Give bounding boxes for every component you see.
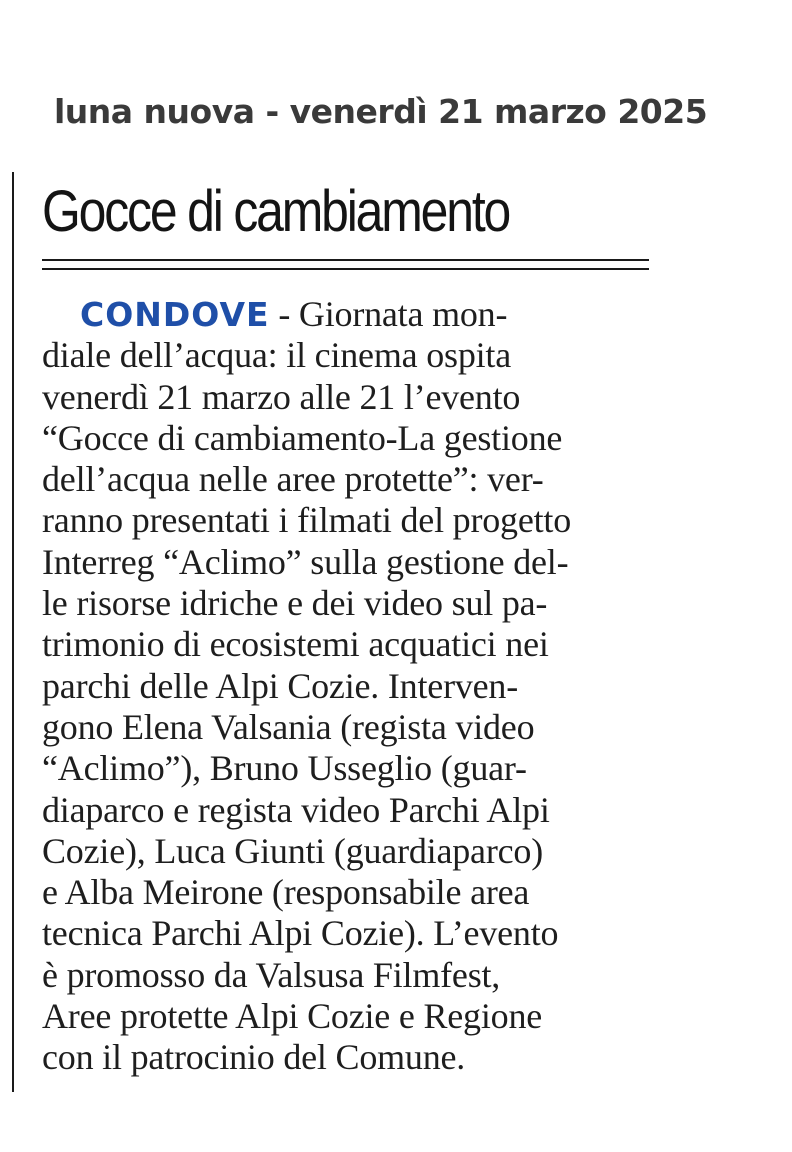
article-line: parchi delle Alpi Cozie. Interven- [42,665,519,706]
article-line [42,294,652,335]
article-line: Interreg “Aclimo” sulla gestione del- [42,541,569,582]
article-line: “Aclimo”), Bruno Usseglio (guar- [42,748,527,789]
article-line: Aree protette Alpi Cozie e Regione [42,996,543,1037]
article-line: trimonio di ecosistemi acquatici nei [42,624,549,665]
article-line: diaparco e regista video Parchi Alpi [42,789,550,830]
article-line: diale dell’acqua: il cinema ospita [42,335,512,376]
article-line: “Gocce di cambiamento-La gestione [42,417,563,458]
headline-rule-bottom [42,268,649,270]
article-line: con il patrocinio del Comune. [42,1037,466,1078]
headline-rule-top [42,259,649,261]
article-line: le risorse idriche e dei video sul pa- [42,583,548,624]
article-line: ranno presentati i filmati del progetto [42,500,572,541]
article-body [42,294,652,1079]
column-left-rule [12,172,14,1092]
dateline: CONDOVE [80,295,270,334]
article-line-text: - Giornata mon- [269,294,508,334]
headline: Gocce di cambiamento [42,179,510,244]
article-line: venerdì 21 marzo alle 21 l’evento [42,376,521,417]
masthead: luna nuova - venerdì 21 marzo 2025 [54,92,708,131]
article-line: e Alba Meirone (responsabile area [42,872,530,913]
article-line: dell’acqua nelle aree protette”: ver- [42,459,544,500]
article-line: tecnica Parchi Alpi Cozie). L’evento [42,913,559,954]
article-line: Cozie), Luca Giunti (guardiaparco) [42,830,543,871]
article-line: è promosso da Valsusa Filmfest, [42,954,501,995]
article-line: gono Elena Valsania (regista video [42,706,535,747]
